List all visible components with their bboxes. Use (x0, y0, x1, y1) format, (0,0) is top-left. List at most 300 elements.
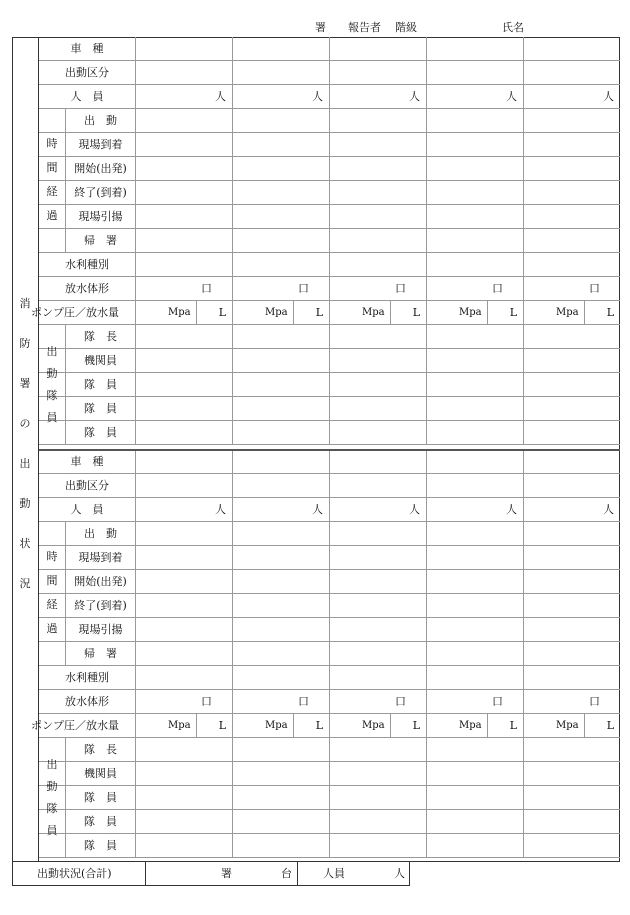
entry-cell[interactable] (426, 570, 523, 594)
row-label: 人 員 (70, 503, 104, 516)
entry-cell[interactable] (426, 61, 523, 85)
entry-cell[interactable] (523, 474, 620, 498)
entry-cell[interactable] (329, 301, 426, 325)
entry-cell[interactable] (523, 37, 620, 61)
entry-cell[interactable] (426, 738, 523, 762)
header-station-label: 署 (315, 21, 326, 34)
total-units-label: 台 (281, 867, 292, 880)
row-label: 終了(到着) (74, 186, 127, 199)
row-label: 開始(出発) (74, 162, 127, 175)
entry-cell[interactable] (329, 522, 426, 546)
entry-cell[interactable] (135, 229, 232, 253)
entry-cell[interactable] (523, 714, 620, 738)
entry-cell[interactable] (329, 325, 426, 349)
entry-cell[interactable] (329, 594, 426, 618)
entry-cell[interactable] (232, 762, 329, 786)
pump-split (293, 714, 294, 738)
row-label: 現場引揚 (78, 210, 123, 223)
row-label: 水利種別 (65, 258, 109, 271)
row-label: 隊 員 (84, 402, 117, 415)
time-elapsed-group (39, 522, 66, 666)
entry-cell[interactable] (329, 786, 426, 810)
entry-cell[interactable] (426, 522, 523, 546)
table-row (39, 810, 620, 834)
entry-cell[interactable] (135, 594, 232, 618)
entry-cell[interactable] (135, 450, 232, 474)
table-row (39, 642, 620, 666)
unit-label: 人 (409, 90, 420, 103)
entry-cell[interactable] (426, 498, 523, 522)
row-label: 出 動 (84, 527, 117, 540)
unit-label: 口 (395, 282, 406, 295)
mpa-unit: Mpa (168, 307, 191, 318)
entry-cell[interactable] (426, 277, 523, 301)
table-row (39, 325, 620, 349)
entry-cell[interactable] (523, 133, 620, 157)
group-char: 員 (46, 411, 58, 424)
entry-cell[interactable] (135, 181, 232, 205)
table-row (39, 229, 620, 253)
pump-split (196, 301, 197, 325)
entry-cell[interactable] (426, 157, 523, 181)
group-char: 間 (46, 161, 58, 174)
entry-cell[interactable] (232, 522, 329, 546)
mpa-unit: Mpa (362, 307, 385, 318)
entry-cell[interactable] (426, 546, 523, 570)
liter-unit: L (509, 306, 517, 319)
entry-cell[interactable] (523, 546, 620, 570)
entry-cell[interactable] (426, 762, 523, 786)
entry-cell[interactable] (135, 690, 232, 714)
entry-cell[interactable] (135, 738, 232, 762)
entry-cell[interactable] (135, 618, 232, 642)
group-char: 出 (46, 758, 58, 771)
entry-cell[interactable] (232, 205, 329, 229)
table-row (39, 397, 620, 421)
report-section (31, 450, 620, 858)
entry-cell[interactable] (523, 181, 620, 205)
side-char: 動 (19, 497, 31, 510)
entry-cell[interactable] (232, 85, 329, 109)
entry-cell[interactable] (135, 570, 232, 594)
entry-cell[interactable] (329, 738, 426, 762)
entry-cell[interactable] (329, 810, 426, 834)
entry-cell[interactable] (135, 714, 232, 738)
entry-cell[interactable] (329, 834, 426, 858)
entry-cell[interactable] (523, 349, 620, 373)
entry-cell[interactable] (135, 810, 232, 834)
table-row (39, 618, 620, 642)
entry-cell[interactable] (135, 37, 232, 61)
entry-cell[interactable] (329, 277, 426, 301)
unit-label: 人 (215, 90, 226, 103)
entry-cell[interactable] (232, 421, 329, 445)
side-char: 消 (19, 297, 31, 310)
liter-unit: L (509, 719, 517, 732)
unit-label: 口 (298, 282, 309, 295)
entry-cell[interactable] (232, 37, 329, 61)
entry-cell[interactable] (135, 301, 232, 325)
entry-cell[interactable] (426, 690, 523, 714)
entry-cell[interactable] (232, 301, 329, 325)
entry-cell[interactable] (135, 421, 232, 445)
total-station-label: 署 (221, 867, 232, 880)
entry-cell[interactable] (135, 373, 232, 397)
entry-cell[interactable] (232, 373, 329, 397)
unit-label: 口 (589, 282, 600, 295)
mpa-unit: Mpa (362, 720, 385, 731)
entry-cell[interactable] (232, 397, 329, 421)
row-label: 現場到着 (78, 138, 123, 151)
entry-cell[interactable] (426, 325, 523, 349)
table-row (39, 109, 620, 133)
table-row (39, 37, 620, 61)
row-label: 機関員 (84, 354, 117, 367)
table-row (39, 786, 620, 810)
entry-cell[interactable] (232, 810, 329, 834)
mpa-unit: Mpa (556, 720, 579, 731)
entry-cell[interactable] (329, 133, 426, 157)
entry-cell[interactable] (523, 61, 620, 85)
entry-cell[interactable] (329, 61, 426, 85)
entry-cell[interactable] (426, 810, 523, 834)
table-row (39, 133, 620, 157)
total-divider (145, 862, 146, 885)
entry-cell[interactable] (329, 181, 426, 205)
entry-cell[interactable] (523, 570, 620, 594)
row-label: 出動区分 (65, 66, 109, 79)
crew-group (39, 738, 66, 858)
crew-group (39, 325, 66, 445)
entry-cell[interactable] (232, 498, 329, 522)
group-char: 時 (46, 137, 58, 150)
entry-cell[interactable] (523, 85, 620, 109)
entry-cell[interactable] (523, 253, 620, 277)
liter-unit: L (315, 306, 323, 319)
entry-cell[interactable] (426, 834, 523, 858)
group-char: 隊 (46, 389, 58, 402)
entry-cell[interactable] (523, 522, 620, 546)
entry-cell[interactable] (523, 325, 620, 349)
row-label: 放水体形 (65, 695, 109, 708)
total-person-unit: 人 (394, 867, 405, 880)
entry-cell[interactable] (329, 474, 426, 498)
liter-unit: L (606, 719, 614, 732)
unit-label: 口 (201, 282, 212, 295)
entry-cell[interactable] (135, 205, 232, 229)
unit-label: 人 (603, 90, 614, 103)
entry-cell[interactable] (426, 373, 523, 397)
table-row (39, 594, 620, 618)
unit-label: 口 (492, 695, 503, 708)
row-label: ポンプ圧／放水量 (31, 306, 119, 319)
entry-cell[interactable] (232, 450, 329, 474)
unit-label: 口 (395, 695, 406, 708)
entry-cell[interactable] (426, 786, 523, 810)
entry-cell[interactable] (232, 133, 329, 157)
entry-cell[interactable] (426, 205, 523, 229)
table-row (39, 474, 620, 498)
entry-cell[interactable] (426, 85, 523, 109)
entry-cell[interactable] (329, 397, 426, 421)
unit-label: 人 (506, 503, 517, 516)
table-row (39, 522, 620, 546)
table-row (39, 546, 620, 570)
header-reporter-label: 報告者 (348, 21, 381, 34)
total-row (12, 862, 410, 886)
row-label: 機関員 (84, 767, 117, 780)
time-elapsed-group (39, 109, 66, 253)
entry-cell[interactable] (329, 570, 426, 594)
entry-cell[interactable] (232, 594, 329, 618)
entry-cell[interactable] (329, 642, 426, 666)
liter-unit: L (412, 306, 420, 319)
entry-cell[interactable] (329, 421, 426, 445)
table-row (39, 85, 620, 109)
table-row (31, 714, 620, 738)
entry-cell[interactable] (135, 666, 232, 690)
liter-unit: L (412, 719, 420, 732)
entry-cell[interactable] (135, 546, 232, 570)
entry-cell[interactable] (523, 397, 620, 421)
entry-cell[interactable] (135, 157, 232, 181)
entry-cell[interactable] (426, 37, 523, 61)
entry-cell[interactable] (426, 450, 523, 474)
liter-unit: L (218, 719, 226, 732)
entry-cell[interactable] (135, 498, 232, 522)
entry-cell[interactable] (232, 738, 329, 762)
entry-cell[interactable] (232, 834, 329, 858)
entry-cell[interactable] (523, 157, 620, 181)
row-label: 放水体形 (65, 282, 109, 295)
row-label: 隊 員 (84, 426, 117, 439)
entry-cell[interactable] (135, 762, 232, 786)
entry-cell[interactable] (232, 666, 329, 690)
entry-cell[interactable] (426, 253, 523, 277)
entry-cell[interactable] (426, 474, 523, 498)
entry-cell[interactable] (135, 474, 232, 498)
mpa-unit: Mpa (168, 720, 191, 731)
group-char: 員 (46, 824, 58, 837)
entry-cell[interactable] (232, 325, 329, 349)
unit-label: 口 (492, 282, 503, 295)
entry-cell[interactable] (523, 786, 620, 810)
row-label: 隊 長 (84, 330, 117, 343)
entry-cell[interactable] (135, 325, 232, 349)
entry-cell[interactable] (329, 85, 426, 109)
entry-cell[interactable] (426, 594, 523, 618)
entry-cell[interactable] (232, 714, 329, 738)
table-row (39, 349, 620, 373)
entry-cell[interactable] (329, 762, 426, 786)
unit-label: 人 (215, 503, 226, 516)
table-row (39, 277, 620, 301)
entry-cell[interactable] (523, 594, 620, 618)
mpa-unit: Mpa (459, 307, 482, 318)
entry-cell[interactable] (523, 421, 620, 445)
row-label: 隊 員 (84, 378, 117, 391)
entry-cell[interactable] (232, 109, 329, 133)
entry-cell[interactable] (426, 301, 523, 325)
unit-label: 人 (506, 90, 517, 103)
entry-cell[interactable] (523, 738, 620, 762)
entry-cell[interactable] (426, 133, 523, 157)
entry-cell[interactable] (329, 690, 426, 714)
entry-cell[interactable] (523, 810, 620, 834)
pump-split (293, 301, 294, 325)
table-row (39, 253, 620, 277)
entry-cell[interactable] (232, 157, 329, 181)
entry-cell[interactable] (232, 229, 329, 253)
entry-cell[interactable] (135, 349, 232, 373)
entry-cell[interactable] (135, 397, 232, 421)
side-char: 況 (19, 577, 31, 590)
table-row (39, 157, 620, 181)
entry-cell[interactable] (426, 618, 523, 642)
entry-cell[interactable] (135, 133, 232, 157)
entry-cell[interactable] (523, 618, 620, 642)
unit-label: 人 (603, 503, 614, 516)
side-char: 署 (19, 377, 31, 390)
entry-cell[interactable] (329, 229, 426, 253)
pump-split (196, 714, 197, 738)
mpa-unit: Mpa (265, 307, 288, 318)
table-row (39, 373, 620, 397)
group-char: 経 (46, 598, 58, 611)
row-label: 開始(出発) (74, 575, 127, 588)
table-row (39, 738, 620, 762)
row-label: 現場引揚 (78, 623, 123, 636)
total-personnel-label: 人員 (323, 867, 345, 880)
entry-cell[interactable] (523, 498, 620, 522)
entry-cell[interactable] (426, 397, 523, 421)
pump-split (487, 301, 488, 325)
entry-cell[interactable] (329, 498, 426, 522)
entry-cell[interactable] (523, 642, 620, 666)
unit-label: 口 (298, 695, 309, 708)
row-label: 隊 長 (84, 743, 117, 756)
entry-cell[interactable] (232, 642, 329, 666)
entry-cell[interactable] (329, 37, 426, 61)
entry-cell[interactable] (135, 85, 232, 109)
entry-cell[interactable] (232, 786, 329, 810)
entry-cell[interactable] (135, 642, 232, 666)
entry-cell[interactable] (329, 157, 426, 181)
entry-cell[interactable] (232, 349, 329, 373)
entry-cell[interactable] (523, 762, 620, 786)
entry-cell[interactable] (232, 570, 329, 594)
table-row (39, 205, 620, 229)
table-row (39, 666, 620, 690)
entry-cell[interactable] (329, 109, 426, 133)
side-char: 状 (19, 537, 31, 550)
entry-cell[interactable] (523, 229, 620, 253)
entry-cell[interactable] (329, 349, 426, 373)
entry-cell[interactable] (426, 181, 523, 205)
entry-cell[interactable] (135, 109, 232, 133)
entry-cell[interactable] (329, 546, 426, 570)
group-char: 動 (46, 367, 58, 380)
entry-cell[interactable] (426, 642, 523, 666)
group-char: 隊 (46, 802, 58, 815)
entry-cell[interactable] (523, 109, 620, 133)
side-char: の (19, 417, 31, 430)
entry-cell[interactable] (523, 450, 620, 474)
entry-cell[interactable] (232, 181, 329, 205)
entry-cell[interactable] (232, 61, 329, 85)
entry-cell[interactable] (135, 834, 232, 858)
entry-cell[interactable] (523, 301, 620, 325)
group-char: 時 (46, 550, 58, 563)
entry-cell[interactable] (329, 618, 426, 642)
table-row (31, 301, 620, 325)
header-rank-label: 階級 (395, 21, 417, 34)
entry-cell[interactable] (426, 421, 523, 445)
entry-cell[interactable] (232, 546, 329, 570)
header-name-label: 氏名 (502, 21, 524, 34)
table-row (39, 498, 620, 522)
unit-label: 口 (201, 695, 212, 708)
entry-cell[interactable] (523, 666, 620, 690)
entry-cell[interactable] (232, 690, 329, 714)
entry-cell[interactable] (329, 714, 426, 738)
entry-cell[interactable] (523, 373, 620, 397)
entry-cell[interactable] (523, 205, 620, 229)
entry-cell[interactable] (135, 522, 232, 546)
entry-cell[interactable] (329, 450, 426, 474)
group-char: 間 (46, 574, 58, 587)
entry-cell[interactable] (426, 109, 523, 133)
entry-cell[interactable] (329, 666, 426, 690)
entry-cell[interactable] (426, 714, 523, 738)
entry-cell[interactable] (135, 277, 232, 301)
unit-label: 人 (409, 503, 420, 516)
pump-split (390, 301, 391, 325)
entry-cell[interactable] (135, 786, 232, 810)
group-char: 動 (46, 780, 58, 793)
row-label: 出動区分 (65, 479, 109, 492)
mpa-unit: Mpa (265, 720, 288, 731)
row-label: 車 種 (70, 455, 104, 468)
group-char: 経 (46, 185, 58, 198)
entry-cell[interactable] (426, 349, 523, 373)
group-char: 過 (46, 622, 58, 635)
entry-cell[interactable] (232, 474, 329, 498)
side-label (12, 37, 39, 862)
entry-cell[interactable] (135, 253, 232, 277)
entry-cell[interactable] (329, 373, 426, 397)
entry-cell[interactable] (232, 253, 329, 277)
entry-cell[interactable] (232, 618, 329, 642)
section-divider (39, 449, 620, 451)
total-label: 出動状況(合計) (37, 867, 112, 880)
entry-cell[interactable] (329, 253, 426, 277)
row-label: 車 種 (70, 42, 104, 55)
entry-cell[interactable] (135, 61, 232, 85)
entry-cell[interactable] (523, 834, 620, 858)
table-row (39, 570, 620, 594)
row-label: 隊 員 (84, 791, 117, 804)
entry-cell[interactable] (426, 666, 523, 690)
report-section (31, 37, 620, 445)
row-label: 水利種別 (65, 671, 109, 684)
entry-cell[interactable] (232, 277, 329, 301)
entry-cell[interactable] (426, 229, 523, 253)
entry-cell[interactable] (523, 690, 620, 714)
group-char: 出 (46, 345, 58, 358)
entry-cell[interactable] (329, 205, 426, 229)
entry-cell[interactable] (523, 277, 620, 301)
